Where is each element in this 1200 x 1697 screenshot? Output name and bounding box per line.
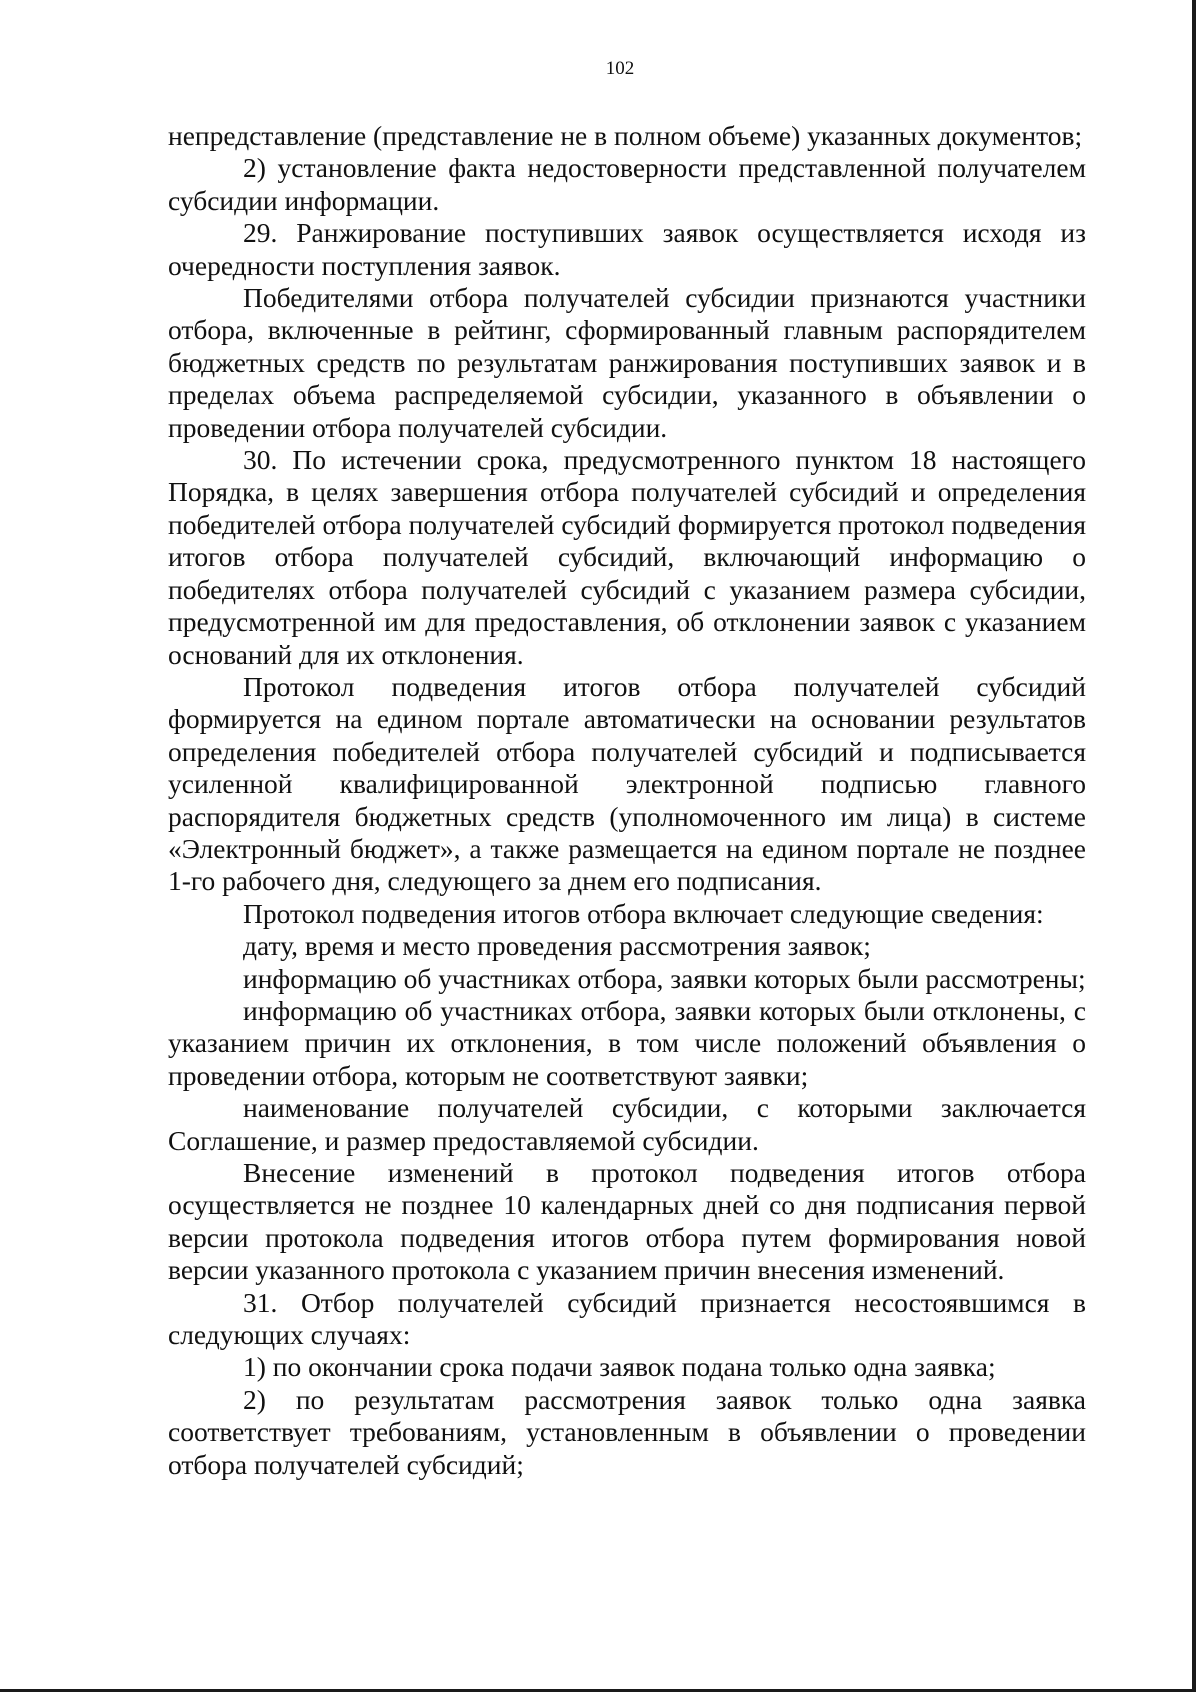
document-body xyxy=(168,120,1086,1481)
paragraph-case-1: 1) по окончании срока подачи заявок подана только одна заявка; xyxy=(243,1351,996,1383)
paragraph-protocol-formation: Протокол подведения итогов отбора получателей субсидий формируется на едином портале автоматически на основании результатов определения победителей отбора получателей субсидий и подписывается усиленной квалифицированной электронной подписью главного распорядителя бюджетных средств (уполномоченного им лица) в системе «Электронный бюджет», а также размещается на едином портале не позднее 1-го рабочего дня, следующего за днем его подписания. xyxy=(168,670,1086,897)
paragraph-protocol-contents: Протокол подведения итогов отбора включает следующие сведения: xyxy=(243,897,1044,929)
paragraph-clause-30: 30. По истечении срока, предусмотренного пунктом 18 настоящего Порядка, в целях завершения отбора получателей субсидий и определения победителей отбора получателей субсидий формируется протокол подведения итогов отбора получателей субсидий, включающий информацию о победителях отбора получателей субсидий с указанием размера субсидии, предусмотренной им для предоставления, об отклонении заявок с указанием оснований для их отклонения. xyxy=(168,444,1086,670)
paragraph-clause-29: 29. Ранжирование поступивших заявок осуществляется исходя из очередности поступления заявок. xyxy=(168,217,1086,281)
paragraph-list-recipients: наименование получателей субсидии, с которыми заключается Соглашение, и размер предоставляемой субсидии. xyxy=(168,1092,1086,1156)
paragraph-protocol-changes: Внесение изменений в протокол подведения итогов отбора осуществляется не позднее 10 календарных дней со дня подписания первой версии протокола подведения итогов отбора путем формирования новой версии указанного протокола с указанием причин внесения изменений. xyxy=(168,1157,1086,1286)
page-number: 102 xyxy=(605,58,635,79)
paragraph-list-rejected: информацию об участниках отбора, заявки которых были отклонены, с указанием причин их отклонения, в том числе положений объявления о проведении отбора, которым не соответствуют заявки; xyxy=(168,994,1086,1091)
scan-edge-right xyxy=(1192,0,1196,1690)
paragraph-list-considered: информацию об участниках отбора, заявки которых были рассмотрены; xyxy=(243,962,1086,994)
paragraph-list-date: дату, время и место проведения рассмотрения заявок; xyxy=(243,930,871,962)
scan-edge-bottom xyxy=(0,1689,1196,1692)
paragraph-item-2: 2) установление факта недостоверности представленной получателем субсидии информации. xyxy=(168,152,1086,216)
paragraph-clause-31: 31. Отбор получателей субсидий признается несостоявшимся в следующих случаях: xyxy=(168,1286,1086,1351)
paragraph-case-2: 2) по результатам рассмотрения заявок только одна заявка соответствует требованиям, установленным в объявлении о проведении отбора получателей субсидий; xyxy=(168,1383,1086,1480)
paragraph-continuation: непредставление (представление не в полном объеме) указанных документов; xyxy=(168,120,1083,151)
paragraph-winners: Победителями отбора получателей субсидии признаются участники отбора, включенные в рейтинг, сформированный главным распорядителем бюджетных средств по результатам ранжирования поступивших заявок и в пределах объема распределяемой субсидии, указанного в объявлении о проведении отбора получателей субсидии. xyxy=(168,282,1086,443)
